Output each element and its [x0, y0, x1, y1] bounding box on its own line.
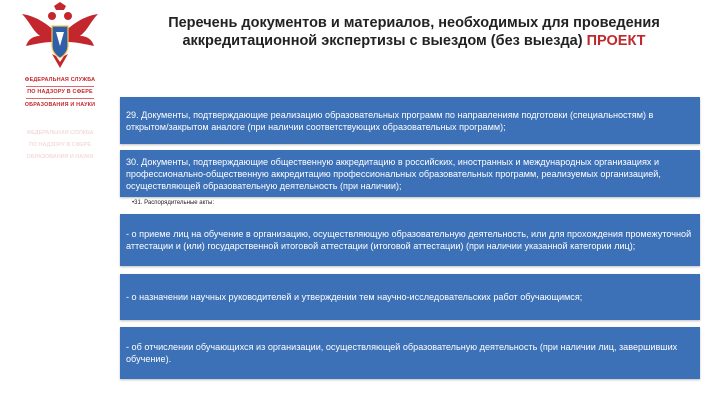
- divider: [26, 86, 94, 87]
- list-item: [120, 327, 700, 379]
- divider: [26, 98, 94, 99]
- org-name-line-2: ПО НАДЗОРУ В СФЕРЕ: [27, 89, 93, 95]
- list-item-text: 30. Документы, подтверждающие общественную аккредитацию в российских, иностранных и международных организациях и профессионально-общественную аккредитацию профессиональных образовательных программ, реализуемых организацией, осуществляющей образовательную деятельность (при наличии);: [126, 156, 661, 191]
- list-item: [120, 97, 700, 144]
- emblem-icon: [18, 2, 102, 72]
- org-name-line-3: ОБРАЗОВАНИЯ И НАУКИ: [24, 102, 96, 108]
- list-item: [120, 274, 700, 320]
- list-item-text: - о назначении научных руководителей и утверждении тем научно-исследовательских работ обучающимся;: [126, 292, 583, 302]
- watermark-text: ПО НАДЗОРУ В СФЕРЕ: [28, 142, 91, 148]
- left-panel: [0, 0, 120, 405]
- list-item: [120, 214, 700, 266]
- watermark-text: ОБРАЗОВАНИЯ И НАУКИ: [26, 154, 94, 160]
- list-item: [120, 150, 700, 197]
- page-title: [128, 14, 700, 50]
- draft-badge: ПРОЕКТ: [586, 33, 646, 49]
- section-subheading: •31. Распорядительные акты:: [132, 200, 215, 206]
- list-item-text: 29. Документы, подтверждающие реализацию образовательных программ по направлениям подготовки (специальностям) в открытом/закрытом аналоге (при наличии соответствующих образовательных программ);: [126, 109, 654, 132]
- page-title-text: Перечень документов и материалов, необходимых для проведения аккредитационной экспертизы с выездом (без выезда): [168, 15, 660, 49]
- org-name-line-1: ФЕДЕРАЛЬНАЯ СЛУЖБА: [24, 77, 96, 83]
- list-item-text: - о приеме лиц на обучение в организацию, осуществляющую образовательную деятельность, или для прохождения промежуточной аттестации и (или) государственной итоговой аттестации (итоговой аттестации) (при наличии указанной категории лиц);: [126, 229, 692, 251]
- list-item-text: - об отчислении обучающихся из организации, осуществляющей образовательную деятельность (при наличии лиц, завершивших обучение).: [126, 342, 678, 364]
- watermark-text: ФЕДЕРАЛЬНАЯ СЛУЖБА: [26, 130, 94, 136]
